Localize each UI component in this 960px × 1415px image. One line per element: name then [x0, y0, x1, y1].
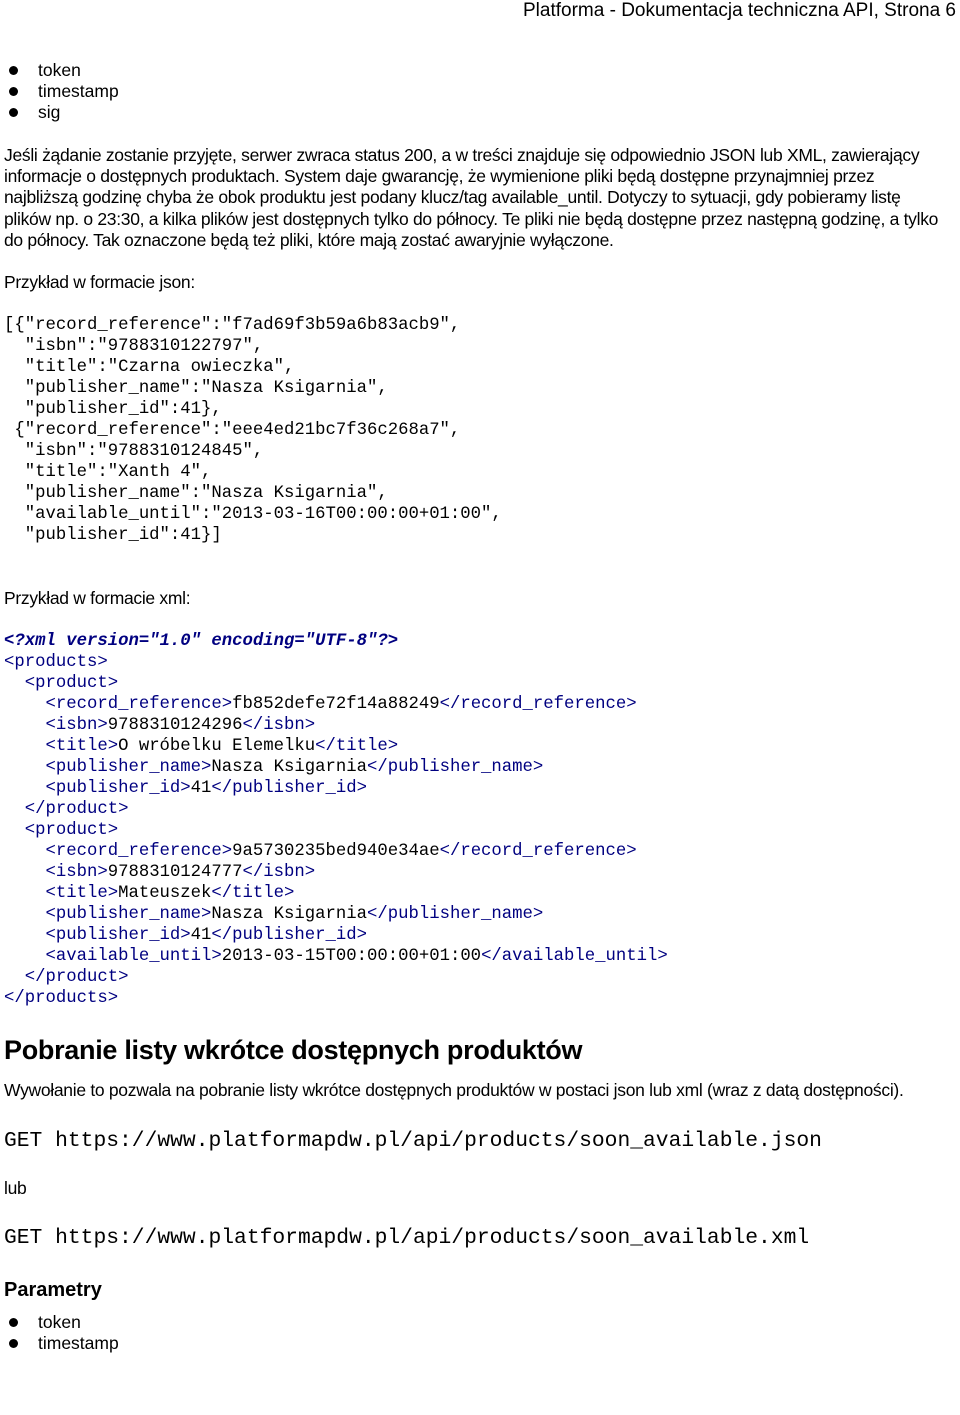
xml-close-tag: </publisher_name> — [366, 758, 544, 778]
code-line — [4, 946, 950, 967]
code-line: <product> — [4, 821, 119, 841]
xml-open-tag: <title> — [45, 884, 119, 904]
code-line: "title":"Xanth 4", — [4, 463, 212, 483]
params-heading: Parametry — [4, 1278, 102, 1301]
code-line — [4, 715, 950, 736]
param-item: token — [38, 60, 950, 81]
xml-open-tag: <publisher_id> — [45, 926, 191, 946]
code-line: "publisher_name":"Nasza Ksigarnia", — [4, 484, 388, 504]
xml-value: 41 — [190, 926, 212, 946]
xml-example-code — [4, 631, 950, 1009]
code-line: <product> — [4, 674, 119, 694]
xml-open-tag: <publisher_name> — [45, 905, 212, 925]
params-list-bottom — [4, 1312, 950, 1354]
xml-value: 9788310124777 — [107, 863, 243, 883]
xml-open-tag: <isbn> — [45, 863, 108, 883]
code-line — [4, 904, 950, 925]
json-example-code — [4, 315, 950, 546]
endpoint-json: GET https://www.platformapdw.pl/api/products/soon_available.json — [4, 1128, 822, 1153]
xml-value: 9a5730235bed940e34ae — [232, 842, 440, 862]
json-example-label: Przykład w formacie json: — [4, 272, 195, 293]
endpoint-xml: GET https://www.platformapdw.pl/api/products/soon_available.xml — [4, 1225, 810, 1250]
xml-value: O wróbelku Elemelku — [118, 737, 316, 757]
code-line: "publisher_id":41}] — [4, 526, 222, 546]
code-line: [{"record_reference":"f7ad69f3b59a6b83acb9", — [4, 316, 461, 336]
xml-value: Nasza Ksigarnia — [211, 758, 367, 778]
xml-open-tag: <title> — [45, 737, 119, 757]
code-line — [4, 883, 950, 904]
params-list-top — [4, 60, 950, 123]
xml-close-tag: </isbn> — [242, 716, 316, 736]
xml-value: 2013-03-15T00:00:00+01:00 — [221, 947, 482, 967]
code-line: <products> — [4, 653, 108, 673]
xml-value: 41 — [190, 779, 212, 799]
xml-close-tag: </publisher_id> — [211, 926, 367, 946]
xml-close-tag: </record_reference> — [439, 695, 637, 715]
xml-close-tag: </publisher_name> — [366, 905, 544, 925]
intro-paragraph: Jeśli żądanie zostanie przyjęte, serwer zwraca status 200, a w treści znajduje się odpowiednio JSON lub XML, zawierający informacje o dostępnych produktach. System daje gwarancję, że wymienione pliki będą dostępne przynajmniej przez najbliższą godzinę chyba że obok produktu jest podany klucz/tag available_until. Dotyczy to sytuacji, gdy pobieramy listę plików np. o 23:30, a kilka plików jest dostępnych tylko do północy. Te pliki nie będą dostępne przez następną godzinę, a tylko do północy. Tak oznaczone będą też pliki, które mają zostać awaryjnie wyłączone. — [4, 145, 939, 250]
or-text: lub — [4, 1177, 27, 1198]
xml-example-label: Przykład w formacie xml: — [4, 588, 191, 609]
code-line — [4, 925, 950, 946]
xml-open-tag: <record_reference> — [45, 695, 233, 715]
xml-close-tag: </publisher_id> — [211, 779, 367, 799]
code-line: "publisher_id":41}, — [4, 400, 222, 420]
section-title: Pobranie listy wkrótce dostępnych produktów — [4, 1035, 583, 1066]
xml-value: fb852defe72f14a88249 — [232, 695, 440, 715]
code-line: "available_until":"2013-03-16T00:00:00+01:00", — [4, 505, 502, 525]
param-item: sig — [38, 102, 950, 123]
code-line: {"record_reference":"eee4ed21bc7f36c268a7", — [4, 421, 461, 441]
xml-close-tag: </available_until> — [481, 947, 668, 967]
code-line: "publisher_name":"Nasza Ksigarnia", — [4, 379, 388, 399]
param-item: timestamp — [38, 1333, 950, 1354]
code-line — [4, 694, 950, 715]
xml-open-tag: <publisher_name> — [45, 758, 212, 778]
param-item: token — [38, 1312, 950, 1333]
code-line — [4, 757, 950, 778]
code-line: </product> — [4, 968, 129, 988]
code-line — [4, 778, 950, 799]
code-line: </products> — [4, 989, 119, 1009]
xml-open-tag: <record_reference> — [45, 842, 233, 862]
code-line — [4, 736, 950, 757]
code-line: "title":"Czarna owieczka", — [4, 358, 295, 378]
xml-open-tag: <isbn> — [45, 716, 108, 736]
xml-value: 9788310124296 — [107, 716, 243, 736]
code-line — [4, 862, 950, 883]
code-line: "isbn":"9788310122797", — [4, 337, 264, 357]
param-item: timestamp — [38, 81, 950, 102]
xml-open-tag: <available_until> — [45, 947, 222, 967]
xml-value: Nasza Ksigarnia — [211, 905, 367, 925]
code-line: "isbn":"9788310124845", — [4, 442, 264, 462]
xml-close-tag: </isbn> — [242, 863, 316, 883]
code-line: </product> — [4, 800, 129, 820]
xml-close-tag: </record_reference> — [439, 842, 637, 862]
code-line — [4, 841, 950, 862]
xml-open-tag: <publisher_id> — [45, 779, 191, 799]
page-header: Platforma - Dokumentacja techniczna API, Strona 6 — [523, 0, 956, 21]
xml-close-tag: </title> — [211, 884, 295, 904]
code-line: <?xml version="1.0" encoding="UTF-8"?> — [4, 632, 399, 652]
section-intro: Wywołanie to pozwala na pobranie listy wkrótce dostępnych produktów w postaci json lub xml (wraz z datą dostępności). — [4, 1080, 904, 1101]
xml-close-tag: </title> — [315, 737, 399, 757]
document-body — [4, 60, 950, 1354]
xml-value: Mateuszek — [118, 884, 212, 904]
